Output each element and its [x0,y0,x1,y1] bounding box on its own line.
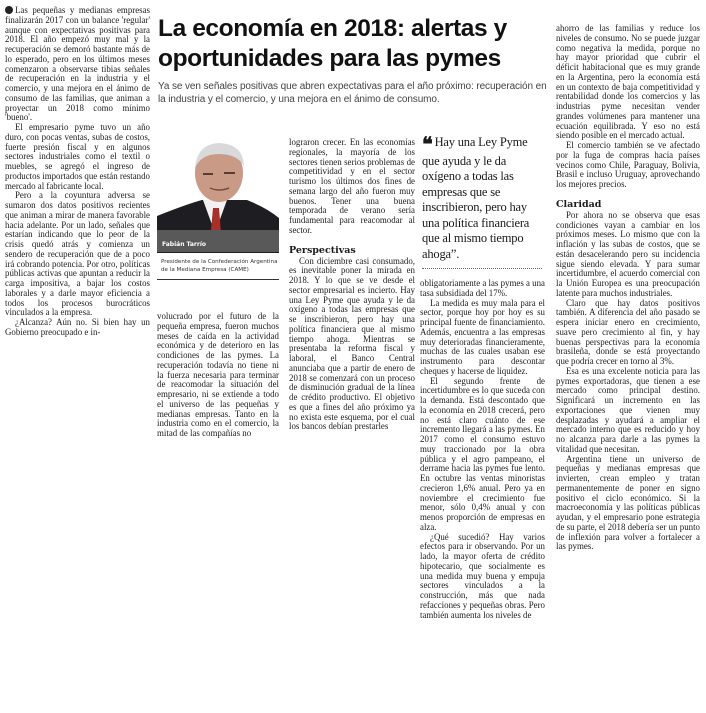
paragraph: ahorro de las familias y reduce los niveles de consumo. No se puede juzgar como negativa la medida, porque no hay mayor prioridad que cubrir el déficit habitacional que es muy grande en la Argentina, pero la economía está en un contexto de baja competitividad y rentabilidad donde los comercios y las industrias pyme necesitan vender grandes volúmenes para mantener una ecuación equilibrada. Y eso no está siendo posible en el mercado actual. [556,23,700,141]
paragraph: Por ahora no se observa que esas condiciones vayan a cambiar en los próximos meses. Lo mismo que con la inflación y las subas de costos, que se están desacelerando pero su incidencia sigue siendo elevada. Y para sumar incertidumbre, el acuerdo comercial con la Unión Europea es una preocupación latente para muchos industriales. [556,209,700,298]
paragraph: ¿Qué sucedió? Hay varios efectos para ir observando. Por un lado, la mayor oferta de crédito hipotecario, que socialmente es una medida muy buena y empuja sectores vinculados a la construcción, más que nada refacciones y pequeñas obras. Pero también aumenta los niveles de [420,531,545,620]
section-heading: Claridad [556,198,602,210]
paragraph [5,6,150,123]
paragraph: volucrado por el futuro de la pequeña empresa, fueron muchos meses de caída en la actividad económica y de deterioro en las condiciones de las pymes. La recuperación todavía no tiene ni la fuerza necesaria para terminar de reacomodar la situación del empresario, ni se extiende a todo el universo de las pequeñas y medianas empresas. Tanto en la industria como en el comercio, la mitad de las compañías no [157,311,279,438]
column-4-stack [420,135,545,620]
paragraph: El comercio también se ve afectado por la fuga de compras hacia países vecinos como Chile, Paraguay, Bolivia, Brasil e incluso Uruguay, aprovechando los mejores precios. [556,140,700,189]
column-5 [556,24,700,552]
column-2 [157,312,279,439]
paragraph: El segundo frente de incertidumbre es lo que suceda con la demanda. Está descontado que la economía en 2018 crecerá, pero no está claro cuánto de ese incremento llegará a las pymes. En 2017 como el consumo estuvo muy traccionado por la obra pública y el agro pampeano, el derrame hacia las pymes fue lento. En octubre las ventas minoristas crecieron 1,6% anual. Pero ya en noviembre el crecimiento fue menor, sólo 0,4% anual y con menos proporción de empresas en alza. [420,375,545,532]
column-4 [420,279,545,620]
paragraph: La medida es muy mala para el sector, porque hoy por hoy es su principal fuente de financiamiento. Además, encuentra a las empresas muy deterioradas financieramente, muchas de las cuales usaban ese instrumento para descontar cheques y hacerse de liquidez. [420,297,545,376]
quote-mark-icon: ❝ [422,134,433,156]
pull-quote-text: Hay una Ley Pyme que ayuda y le da oxígeno a todas las empresas que se inscribieron, pero hay una política financiera que al mismo tiempo ahoga”. [422,135,530,261]
subtitle: Ya se ven señales positivas que abren expectativas para el año próximo: recuperación en la industria y el comercio, y una mejora en el ánimo de consumo. [158,81,547,105]
paragraph: obligatoriamente a las pymes a una tasa subsidiada del 17%. [420,278,545,298]
photo-name-bar [157,230,279,252]
paragraph: Claro que hay datos positivos también. A diferencia del año pasado se espera iniciar enero en crecimiento, suave pero crecimiento al fin, y hay buenas perspectivas para la economía brasileña, donde se está proyectando que podría crecer en torno al 3%. [556,297,700,366]
paragraph: Argentina tiene un universo de pequeñas y medianas empresas que invierten, crean empleo y tratan permanentemente de poner en signo positivo el ciclo económico. Si la macroeconomía y las políticas públicas ayudan, y el empresario pone estrategia de su parte, el 2018 debería ser un punto de inflexión para volver a fortalecer a las pymes. [556,453,700,552]
paragraph-text: Las pequeñas y medianas empresas finalizarán 2017 con un balance 'regular' aunque con expectativas positivas para 2018. El año empezó muy mal y la recuperación se demoró bastante más de lo esperado, pero en los últimos meses comenzaron a observarse tibias señales de recuperación en la industria y el comercio, y una mejora en el ánimo de consumo de las familias, que animan a proyectar un 2018 como mínimo 'bueno'. [5,5,150,123]
bullet-icon [5,6,13,14]
photo-caption: Presidente de la Confederación Argentina de la Mediana Empresa (CAME) [157,254,279,280]
paragraph: ¿Alcanza? Aún no. Si bien hay un Gobierno preocupado e in- [5,317,150,337]
column-1 [5,6,150,338]
pull-quote [420,135,545,262]
paragraph: Esa es una excelente noticia para las pymes exportadoras, que tienen a ese mercado como principal destino. Significará un incremento en las exportaciones que vienen muy desplazadas y ayudará a ampliar el mercado interno que es reducido y hoy no alcanza para darle a las pymes la vitalidad que necesitan. [556,365,700,454]
photo-name: Fabián Tarrío [162,241,207,248]
paragraph: El empresario pyme tuvo un año duro, con pocas ventas, subas de costos, fuerte presión fiscal y en algunos sectores industriales como el textil o muebles, se agregó el ingreso de productos importados que están restando mercado al fabricante local. [5,122,150,191]
headline: La economía en 2018: alertas y oportunidades para las pymes [158,15,507,72]
divider [422,268,542,269]
paragraph: lograron crecer. En las economías regionales, la mayoría de los sectores tienen serios problemas de competitividad y en el sector turismo los últimos dos fines de semana largo del año fueron muy buenos. Tener una buena temporada de verano sería fundamental para reacomodar al sector. [289,137,415,235]
section-heading: Perspectivas [289,244,356,256]
paragraph: Pero a la coyuntura adversa se sumaron dos datos positivos recientes que animan a mirar de manera favorable hacia adelante. Por un lado, señales que estarían indicando que lo peor de la crisis quedó atrás y comienza un sendero de recuperación que de a poco irá cobrando potencia. Por otro, políticas públicas activas que apuntan a reducir la carga impositiva, a bajar los costos laborales y a darle mayor eficiencia a todos los procesos burocráticos vinculados a la empresa. [5,190,150,318]
paragraph: Con diciembre casi consumado, es inevitable poner la mirada en 2018. Y lo que se ve desde el sector empresarial es incierto. Hay una Ley Pyme que ayuda y le da oxígeno a todas las empresas que se inscribieron, pero hay una política financiera que al mismo tiempo ahoga. Mientras se presentaba la reforma fiscal y laboral, el Banco Central anunciaba que a partir de enero de 2018 se comenzará con un proceso de disminución gradual de la línea de crédito productivo. El objetivo es que a fines del año próximo ya no exista este esquema, por el cual los bancos debían prestarles [289,255,415,432]
column-3 [289,138,415,432]
masthead [158,14,556,106]
